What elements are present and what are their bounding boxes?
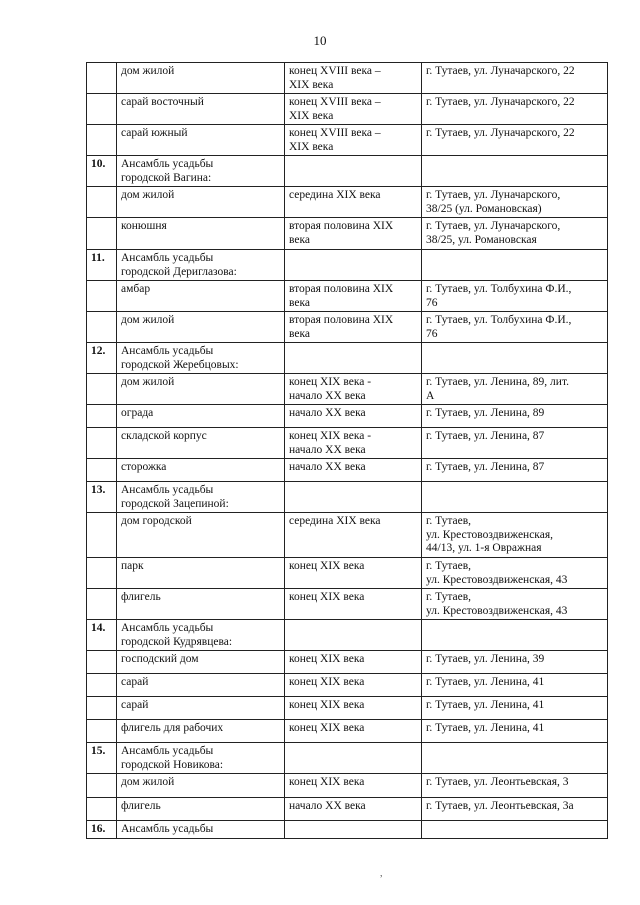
object-name: сарай	[117, 697, 285, 720]
table-row	[87, 459, 608, 482]
object-address: г. Тутаев, ул. Леонтьевская, 3	[422, 774, 608, 798]
object-dating: конец XVIII века – XIX века	[285, 94, 422, 125]
page-number: 10	[313, 33, 327, 48]
object-address: г. Тутаев, ул. Луначарского, 38/25 (ул. Романовская)	[422, 187, 608, 218]
row-number: 15.	[87, 743, 117, 774]
scan-mark: ,	[380, 868, 383, 879]
row-number	[87, 405, 117, 428]
object-name: дом жилой	[117, 374, 285, 405]
object-dating	[285, 620, 422, 651]
table-row	[87, 250, 608, 281]
object-name: парк	[117, 558, 285, 589]
object-dating: конец XVIII века – XIX века	[285, 125, 422, 156]
row-number	[87, 428, 117, 459]
object-dating	[285, 343, 422, 374]
row-number	[87, 697, 117, 720]
row-number	[87, 459, 117, 482]
table-row	[87, 63, 608, 94]
object-dating	[285, 482, 422, 513]
table-row	[87, 798, 608, 821]
object-address	[422, 343, 608, 374]
table-row	[87, 620, 608, 651]
object-address	[422, 156, 608, 187]
object-address: г. Тутаев, ул. Луначарского, 38/25, ул. Романовская	[422, 218, 608, 250]
table-row	[87, 94, 608, 125]
object-address: г. Тутаев, ул. Толбухина Ф.И., 76	[422, 312, 608, 343]
object-address: г. Тутаев, ул. Ленина, 87	[422, 459, 608, 482]
object-address: г. Тутаев, ул. Ленина, 41	[422, 697, 608, 720]
object-dating: конец XIX века	[285, 697, 422, 720]
table-row	[87, 281, 608, 312]
object-dating: конец XIX века	[285, 720, 422, 743]
row-number	[87, 187, 117, 218]
object-name: Ансамбль усадьбы городской Жеребцовых:	[117, 343, 285, 374]
table-row	[87, 374, 608, 405]
object-address: г. Тутаев, ул. Ленина, 41	[422, 720, 608, 743]
row-number: 14.	[87, 620, 117, 651]
object-name: амбар	[117, 281, 285, 312]
table-row	[87, 821, 608, 839]
table-row	[87, 513, 608, 558]
table-row	[87, 405, 608, 428]
object-address: г. Тутаев, ул. Ленина, 89	[422, 405, 608, 428]
row-number	[87, 94, 117, 125]
object-dating: конец XIX века - начало XX века	[285, 428, 422, 459]
object-name: дом жилой	[117, 774, 285, 798]
heritage-objects-table	[86, 62, 608, 839]
table-row	[87, 482, 608, 513]
object-address	[422, 482, 608, 513]
object-address: г. Тутаев, ул. Крестовоздвиженская, 44/13, ул. 1-я Овражная	[422, 513, 608, 558]
object-name: Ансамбль усадьбы городской Зацепиной:	[117, 482, 285, 513]
object-address	[422, 250, 608, 281]
row-number	[87, 125, 117, 156]
row-number: 12.	[87, 343, 117, 374]
object-address: г. Тутаев, ул. Леонтьевская, 3а	[422, 798, 608, 821]
row-number: 11.	[87, 250, 117, 281]
object-name: флигель для рабочих	[117, 720, 285, 743]
object-address: г. Тутаев, ул. Ленина, 87	[422, 428, 608, 459]
object-dating: середина XIX века	[285, 187, 422, 218]
object-dating: середина XIX века	[285, 513, 422, 558]
object-dating: вторая половина XIX века	[285, 312, 422, 343]
object-name: дом городской	[117, 513, 285, 558]
object-address	[422, 821, 608, 839]
object-name: дом жилой	[117, 187, 285, 218]
object-address: г. Тутаев, ул. Ленина, 39	[422, 651, 608, 674]
object-dating: конец XIX века	[285, 774, 422, 798]
object-address: г. Тутаев, ул. Луначарского, 22	[422, 125, 608, 156]
object-name: складской корпус	[117, 428, 285, 459]
object-dating: вторая половина XIX века	[285, 281, 422, 312]
table-row	[87, 558, 608, 589]
table-row	[87, 697, 608, 720]
object-name: сарай восточный	[117, 94, 285, 125]
object-name: Ансамбль усадьбы	[117, 821, 285, 839]
object-dating: конец XVIII века – XIX века	[285, 63, 422, 94]
object-dating: начало XX века	[285, 459, 422, 482]
table-row	[87, 343, 608, 374]
object-address	[422, 743, 608, 774]
object-name: ограда	[117, 405, 285, 428]
row-number	[87, 218, 117, 250]
object-name: сарай	[117, 674, 285, 697]
table-row	[87, 125, 608, 156]
table-row	[87, 589, 608, 620]
object-dating: конец XIX века	[285, 674, 422, 697]
object-dating: конец XIX века - начало XX века	[285, 374, 422, 405]
row-number	[87, 774, 117, 798]
row-number	[87, 651, 117, 674]
object-address: г. Тутаев, ул. Крестовоздвиженская, 43	[422, 589, 608, 620]
object-dating: вторая половина XIX века	[285, 218, 422, 250]
table-row	[87, 720, 608, 743]
object-dating: конец XIX века	[285, 651, 422, 674]
object-name: конюшня	[117, 218, 285, 250]
object-dating: конец XIX века	[285, 558, 422, 589]
object-name: сарай южный	[117, 125, 285, 156]
row-number	[87, 558, 117, 589]
object-dating: начало XX века	[285, 798, 422, 821]
table-row	[87, 674, 608, 697]
row-number	[87, 674, 117, 697]
table-row	[87, 218, 608, 250]
object-dating: конец XIX века	[285, 589, 422, 620]
object-dating: начало XX века	[285, 405, 422, 428]
object-name: сторожка	[117, 459, 285, 482]
object-name: Ансамбль усадьбы городской Новикова:	[117, 743, 285, 774]
object-address: г. Тутаев, ул. Ленина, 41	[422, 674, 608, 697]
table-row	[87, 651, 608, 674]
row-number	[87, 281, 117, 312]
object-address: г. Тутаев, ул. Крестовоздвиженская, 43	[422, 558, 608, 589]
table-row	[87, 187, 608, 218]
object-name: дом жилой	[117, 312, 285, 343]
table-row	[87, 743, 608, 774]
table-row	[87, 312, 608, 343]
row-number	[87, 798, 117, 821]
object-name: дом жилой	[117, 63, 285, 94]
object-name: Ансамбль усадьбы городской Кудрявцева:	[117, 620, 285, 651]
object-name: флигель	[117, 798, 285, 821]
table-row	[87, 774, 608, 798]
object-name: Ансамбль усадьбы городской Дериглазова:	[117, 250, 285, 281]
table-body	[87, 63, 608, 839]
row-number	[87, 63, 117, 94]
row-number: 16.	[87, 821, 117, 839]
row-number: 13.	[87, 482, 117, 513]
object-dating	[285, 821, 422, 839]
row-number	[87, 513, 117, 558]
object-address: г. Тутаев, ул. Луначарского, 22	[422, 63, 608, 94]
table-row	[87, 428, 608, 459]
object-dating	[285, 156, 422, 187]
row-number: 10.	[87, 156, 117, 187]
object-dating	[285, 743, 422, 774]
object-address: г. Тутаев, ул. Луначарского, 22	[422, 94, 608, 125]
object-name: Ансамбль усадьбы городской Вагина:	[117, 156, 285, 187]
object-name: господский дом	[117, 651, 285, 674]
table-row	[87, 156, 608, 187]
object-address: г. Тутаев, ул. Ленина, 89, лит. А	[422, 374, 608, 405]
object-name: флигель	[117, 589, 285, 620]
row-number	[87, 720, 117, 743]
object-address: г. Тутаев, ул. Толбухина Ф.И., 76	[422, 281, 608, 312]
row-number	[87, 312, 117, 343]
row-number	[87, 374, 117, 405]
object-address	[422, 620, 608, 651]
row-number	[87, 589, 117, 620]
object-dating	[285, 250, 422, 281]
